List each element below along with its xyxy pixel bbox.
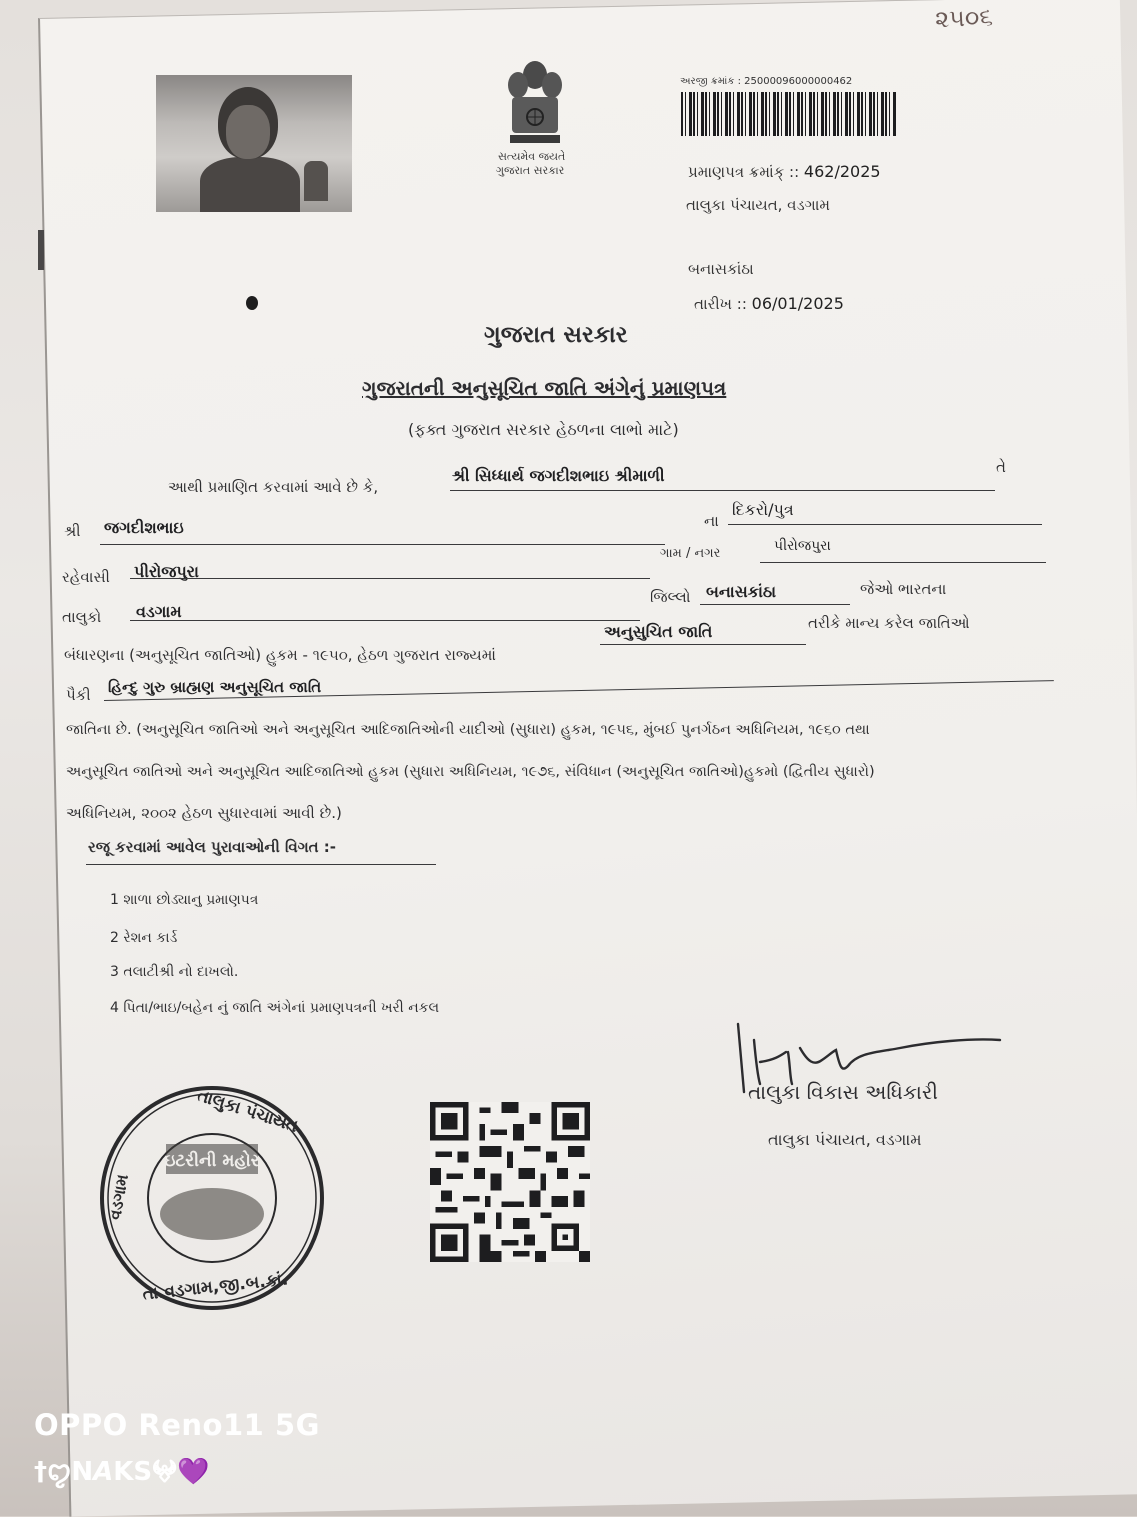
recognized-text: તરીકે માન્ય કરેલ જાતિઓ: [808, 614, 970, 632]
resident-underline: [130, 578, 650, 579]
issue-date-value: 06/01/2025: [751, 294, 844, 313]
handwritten-number: ૨૫૦૬: [934, 2, 994, 34]
certificate-number: [688, 162, 881, 181]
issue-date-label: તારીખ ::: [694, 295, 747, 313]
paragraph-line-3: અધિનિયમ, ૨૦૦૨ હેઠળ સુધારવામાં આવી છે.): [66, 804, 342, 822]
shri-label: શ્રી: [64, 522, 81, 540]
na-text: ના: [704, 512, 719, 530]
certificate-note: (ફક્ત ગુજરાત સરકાર હેઠળના લાભો માટે): [408, 420, 679, 439]
te-text: તે: [996, 458, 1006, 476]
government-title: ગુજરાત સરકાર: [484, 322, 628, 348]
paragraph-line-1: જાતિના છે. (અનુસૂચિત જાતિઓ અને અનુસૂચિત આદિજાતિઓની યાદીઓ (સુધારા) હુકમ, ૧૯૫૬, મુંબઈ પુનર્ગઠન અધિનિયમ, ૧૯૬૦ તથા: [66, 722, 870, 738]
gam-label: ગામ / નગર: [660, 546, 721, 561]
officer-office: તાલુકા પંચાયત, વડગામ: [768, 1130, 922, 1149]
resident-label: રહેવાસી: [62, 568, 110, 586]
relation-underline: [728, 524, 1042, 525]
registration-number: [680, 76, 852, 87]
evidence-item-4: 4 પિતા/ભાઇ/બહેન નું જાતિ અંગેનાં પ્રમાણપત્રની ખરી નકલ: [110, 1000, 440, 1016]
certificate-number-label: પ્રમાણપત્ર ક્રમાંક્ ::: [688, 163, 800, 181]
office-seal: [96, 1082, 328, 1314]
photo-body: [200, 157, 300, 212]
seal-left-text: વડગામ: [105, 1172, 132, 1222]
relation: દિકરો/પુત્ર: [732, 500, 794, 519]
barcode: [681, 92, 897, 136]
photo-background-figure: [304, 161, 328, 201]
evidence-item-3: 3 તલાટીશ્રી નો દાખલો.: [110, 964, 239, 980]
ink-blot: [246, 296, 258, 310]
district-value: બનાસકાંઠા: [706, 582, 777, 601]
paragraph-line-2: અનુસૂચિત જાતિઓ અને અનુસૂચિત આદિજાતિઓ હુકમ (સુધારા અધિનિયમ, ૧૯૭૬, સંવિધાન (અનુસૂચિત જાતિઓ)હુકમો (દ્વિતીય સુધારો): [66, 764, 875, 780]
category-underline: [600, 644, 806, 645]
father-name: જગદીશભાઇ: [104, 518, 184, 537]
constitution-text: બંધારણના (અનુસૂચિત જાતિઓ) હુકમ - ૧૯૫૦, હેઠળ ગુજરાત રાજ્યમાં: [64, 646, 496, 664]
camera-watermark: OPPO Reno11 5G: [34, 1408, 320, 1442]
gam-underline: [760, 562, 1046, 563]
taluka-underline: [130, 620, 640, 621]
father-underline: [100, 544, 665, 545]
seal-center-text: ઇટરીની મહોર: [164, 1151, 260, 1171]
issue-date: [694, 294, 844, 313]
district-label: જિલ્લો: [650, 588, 691, 606]
qr-code: [430, 1098, 590, 1266]
evidence-underline: [86, 864, 436, 865]
paiki-label: પૈકી: [66, 686, 91, 704]
district-underline: [700, 604, 850, 605]
national-emblem-icon: [490, 55, 580, 155]
category-value: અનુસુચિત જાતિ: [604, 622, 713, 641]
certificate-title: ગુજરાતની અનુસૂચિત જાતિ અંગેનું પ્રમાણપત્ર: [362, 376, 727, 400]
emblem-motto: સત્યમેવ જયતે: [498, 150, 566, 163]
evidence-item-2: 2 રેશન કાર્ડ: [110, 930, 178, 946]
caste-value: હિન્દુ ગુરુ બ્રાહ્મણ અનુસૂચિત જાતિ: [108, 678, 322, 696]
officer-title: તાલુકા વિકાસ અધિકારી: [748, 1080, 938, 1104]
header-district: બનાસકાંઠા: [688, 260, 754, 278]
header-office: તાલુકા પંચાયત, વડગામ: [686, 196, 830, 214]
certificate-number-value: 462/2025: [803, 162, 881, 181]
registration-label: અરજી ક્રમાંક :: [680, 76, 741, 87]
seal-bottom-text: તા.વડગામ,જી.બ.કાં.: [141, 1269, 290, 1305]
name-underline: [450, 490, 995, 491]
applicant-photo: [156, 75, 352, 212]
emblem-govt: ગુજરાત સરકાર: [496, 164, 565, 177]
photo-face: [226, 105, 270, 159]
seal-top-text: તાલુકા પંચાયત: [194, 1085, 301, 1137]
resident-value: પીરોજપુરા: [134, 562, 199, 581]
evidence-item-1: 1 શાળા છોડ્યાનુ પ્રમાણપત્ર: [110, 892, 259, 908]
evidence-title: રજૂ કરવામાં આવેલ પુરાવાઓની વિગત :-: [88, 838, 337, 856]
taluka-label: તાલુકો: [62, 608, 102, 626]
intro-text: આથી પ્રમાણિત કરવામાં આવે છે કે,: [168, 478, 379, 496]
user-watermark: †ꨄN𝘼KS𖤍💜: [34, 1457, 210, 1487]
india-text: જેઓ ભારતના: [860, 580, 947, 598]
applicant-name: શ્રી સિધ્ધાર્થ જગદીશભાઇ શ્રીમાળી: [452, 466, 665, 485]
gam-value: પીરોજપુરા: [774, 538, 831, 554]
taluka-value: વડગામ: [136, 602, 182, 621]
registration-value: 25000096000000462: [744, 76, 853, 87]
edge-mark: [38, 230, 44, 270]
